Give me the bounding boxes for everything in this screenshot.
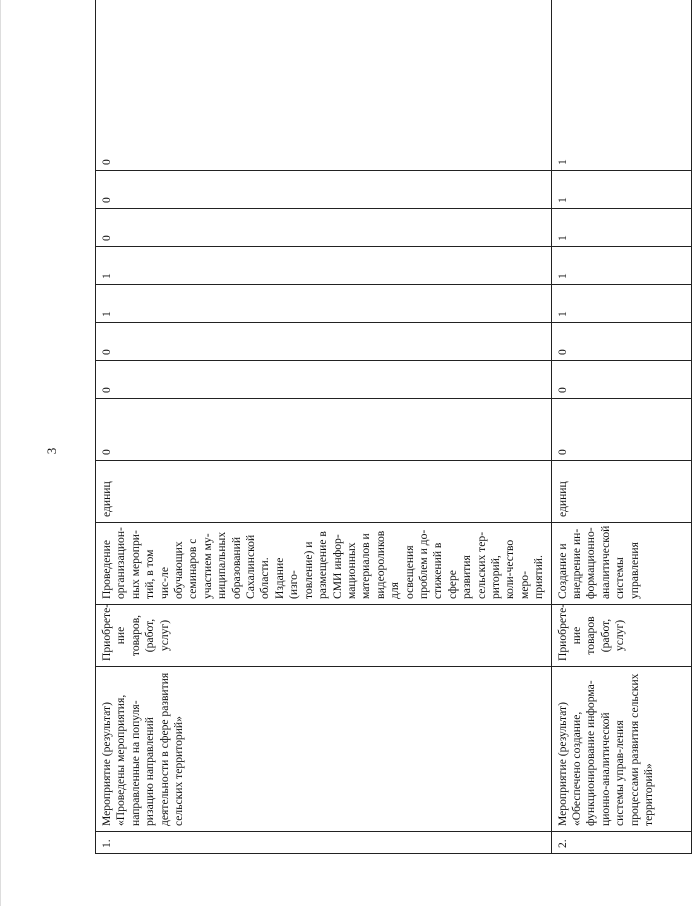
page-number: 3 — [44, 447, 59, 455]
table-row — [551, 0, 691, 854]
type-cell: Приобрете-ние товаров, (работ, услуг) — [96, 605, 552, 667]
value-cell: 0 — [96, 0, 552, 171]
scan-edge — [0, 0, 1, 906]
value-cell: 1 — [96, 285, 552, 323]
value-cell: 1 — [551, 171, 691, 209]
value-cell: 0 — [96, 323, 552, 361]
value-cell: 0 — [551, 361, 691, 399]
value-cell: 1 — [551, 0, 691, 171]
value-cell: 0 — [96, 209, 552, 247]
value-cell: 0 — [96, 171, 552, 209]
table-row — [96, 0, 552, 854]
row-number: 2. — [551, 832, 691, 854]
event-cell: Мероприятие (результат) «Проведены мероприятия, направленные на популя-ризацию направлений деятельности в сфере развития сельских территорий» — [96, 667, 552, 832]
unit-cell: единиц — [551, 461, 691, 523]
value-cell: 1 — [551, 247, 691, 285]
row-number: 1. — [96, 832, 552, 854]
rotated-document — [95, 34, 656, 854]
value-cell: 1 — [551, 209, 691, 247]
value-cell: 1 — [96, 247, 552, 285]
unit-cell: единиц — [96, 461, 552, 523]
value-cell: 1 — [551, 285, 691, 323]
event-cell: Мероприятие (результат) «Обеспечено создание, функционирование информа-ционно-аналитической системы управ-ления процессами развития сельских территорий» — [551, 667, 691, 832]
indicator-cell: Проведение организацион-ных меропри-тий, в том чис-ле обучающих семинаров с участием му-ниципальных образований Сахалинской области. Издание (изго-товление) и размещение в СМИ инфор-мационных материалов и видеороликов для освещения проблем и до-стижений в сфере развития сельских тер-риторий, коли-чество меро-приятий. — [96, 523, 552, 605]
type-cell: Приобрете-ние товаров (работ, услуг) — [551, 605, 691, 667]
results-table — [95, 0, 692, 854]
value-cell: 0 — [96, 361, 552, 399]
value-cell: 0 — [551, 323, 691, 361]
value-cell: 0 — [96, 399, 552, 461]
indicator-cell: Создание и внедрение ин-формационно-аналитической системы управления — [551, 523, 691, 605]
value-cell: 0 — [551, 399, 691, 461]
